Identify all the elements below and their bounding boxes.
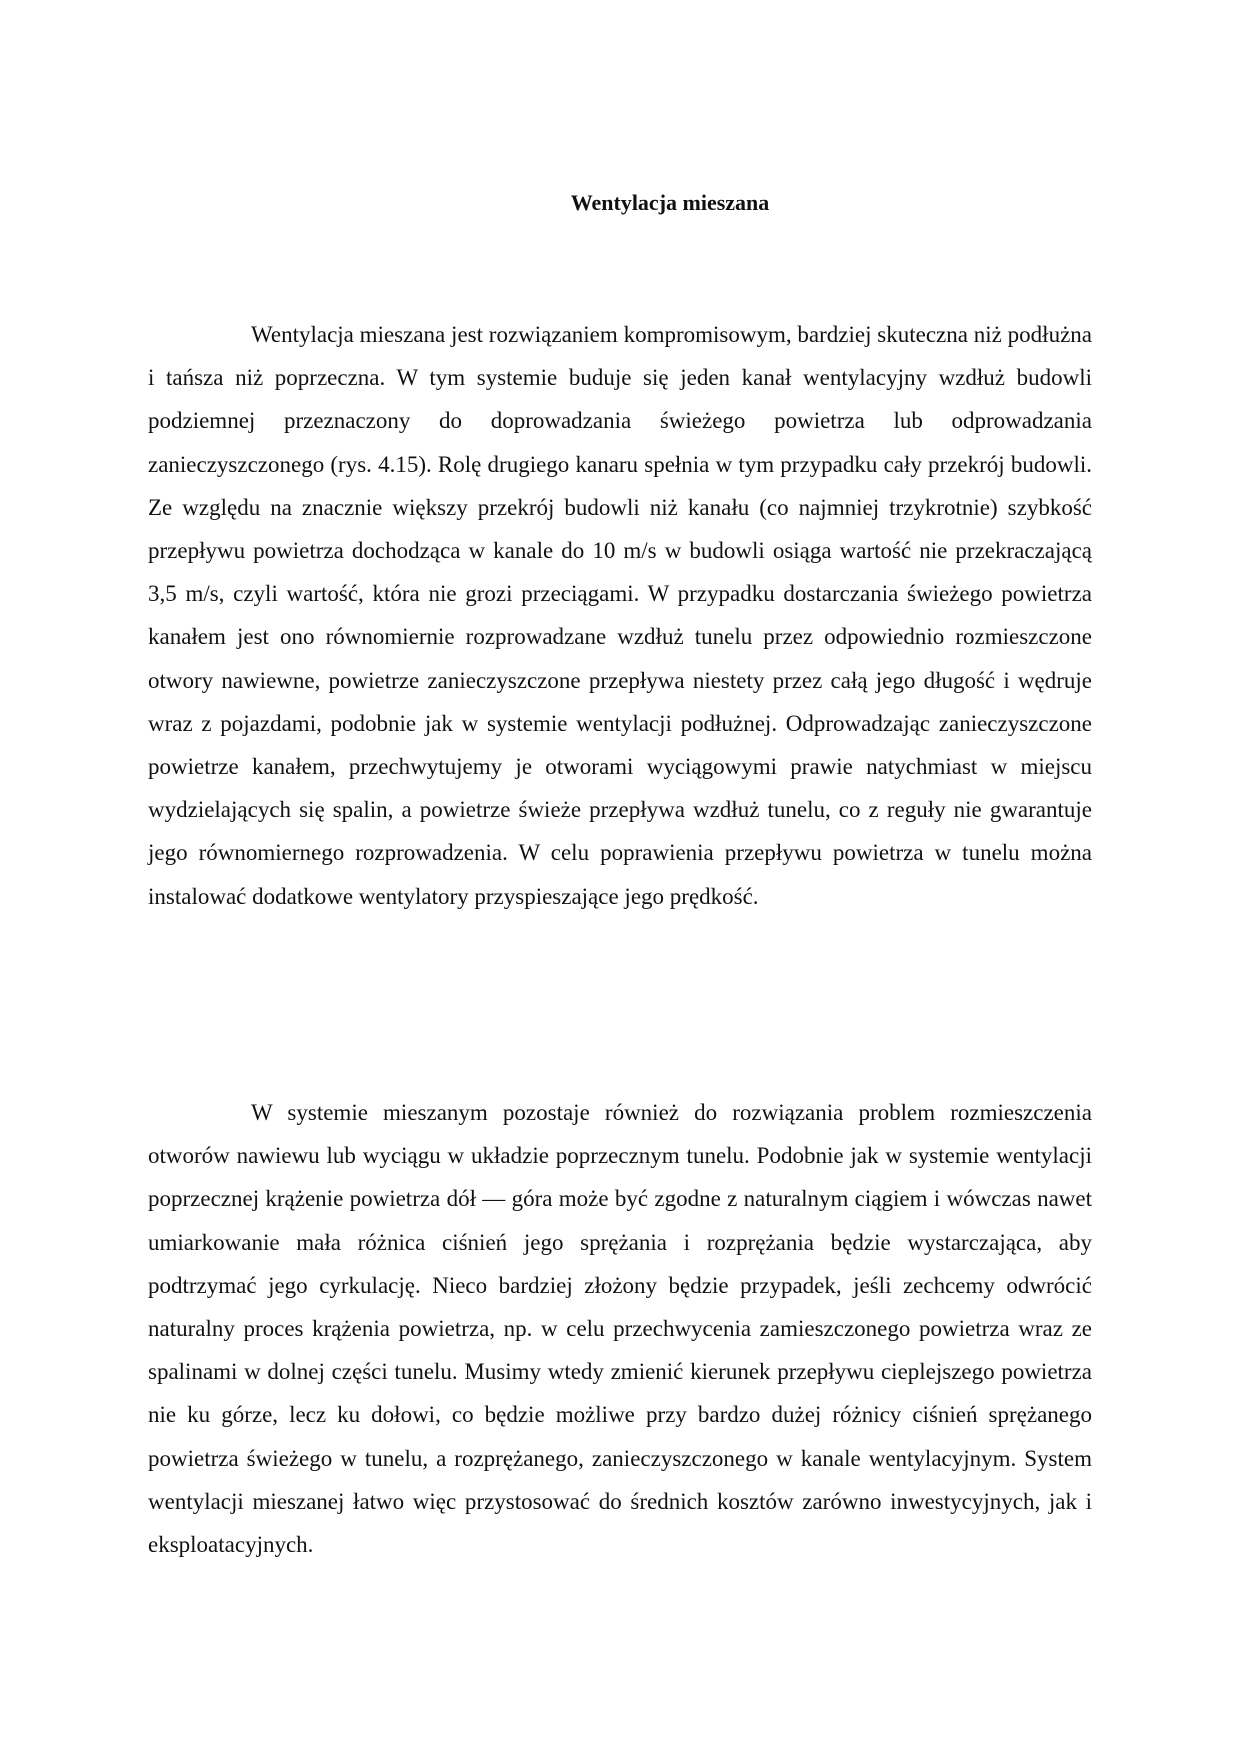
document-title: Wentylacja mieszana bbox=[570, 190, 770, 215]
body-paragraph-2: W systemie mieszanym pozostaje również do rozwiązania problem rozmieszczenia otworów nawiewu lub wyciągu w układzie poprzecznym tunelu. Podobnie jak w systemie wentylacji poprzecznej krążenie powietrza dół — góra może być zgodne z naturalnym ciągiem i wówczas nawet umiarkowanie mała różnica ciśnień jego sprężania i rozprężania będzie wystarczająca, aby podtrzymać jego cyrkulację. Nieco bardziej złożony będzie przypadek, jeśli zechcemy odwrócić naturalny proces krążenia powietrza, np. w celu przechwycenia zamieszczonego powietrza wraz ze spalinami w dolnej części tunelu. Musimy wtedy zmienić kierunek przepływu cieplejszego powietrza nie ku górze, lecz ku dołowi, co będzie możliwe przy bardzo dużej różnicy ciśnień sprężanego powietrza świeżego w tunelu, a rozprężanego, zanieczyszczonego w kanale wentylacyjnym. System wentylacji mieszanej łatwo więc przystosować do średnich kosztów zarówno inwestycyjnych, jak i eksploatacyjnych. bbox=[148, 1100, 1092, 1558]
body-paragraph-1: Wentylacja mieszana jest rozwiązaniem kompromisowym, bardziej skuteczna niż podłużna i tańsza niż poprzeczna. W tym systemie buduje się jeden kanał wentylacyjny wzdłuż budowli podziemnej przeznaczony do doprowadzania świeżego powietrza lub odprowadzania zanieczyszczonego (rys. 4.15). Rolę drugiego kanaru spełnia w tym przypadku cały przekrój budowli. Ze względu na znacznie większy przekrój budowli niż kanału (co najmniej trzykrotnie) szybkość przepływu powietrza dochodząca w kanale do 10 m/s w budowli osiąga wartość nie przekraczającą 3,5 m/s, czyli wartość, która nie grozi przeciągami. W przypadku dostarczania świeżego powietrza kanałem jest ono równomiernie rozprowadzane wzdłuż tunelu przez odpowiednio rozmieszczone otwory nawiewne, powietrze zanieczyszczone przepływa niestety przez całą jego długość i wędruje wraz z pojazdami, podobnie jak w systemie wentylacji podłużnej. Odprowadzając zanieczyszczone powietrze kanałem, przechwytujemy je otworami wyciągowymi prawie natychmiast w miejscu wydzielających się spalin, a powietrze świeże przepływa wzdłuż tunelu, co z reguły nie gwarantuje jego równomiernego rozprowadzenia. W celu poprawienia przepływu powietrza w tunelu można instalować dodatkowe wentylatory przyspieszające jego prędkość. bbox=[148, 322, 1092, 909]
